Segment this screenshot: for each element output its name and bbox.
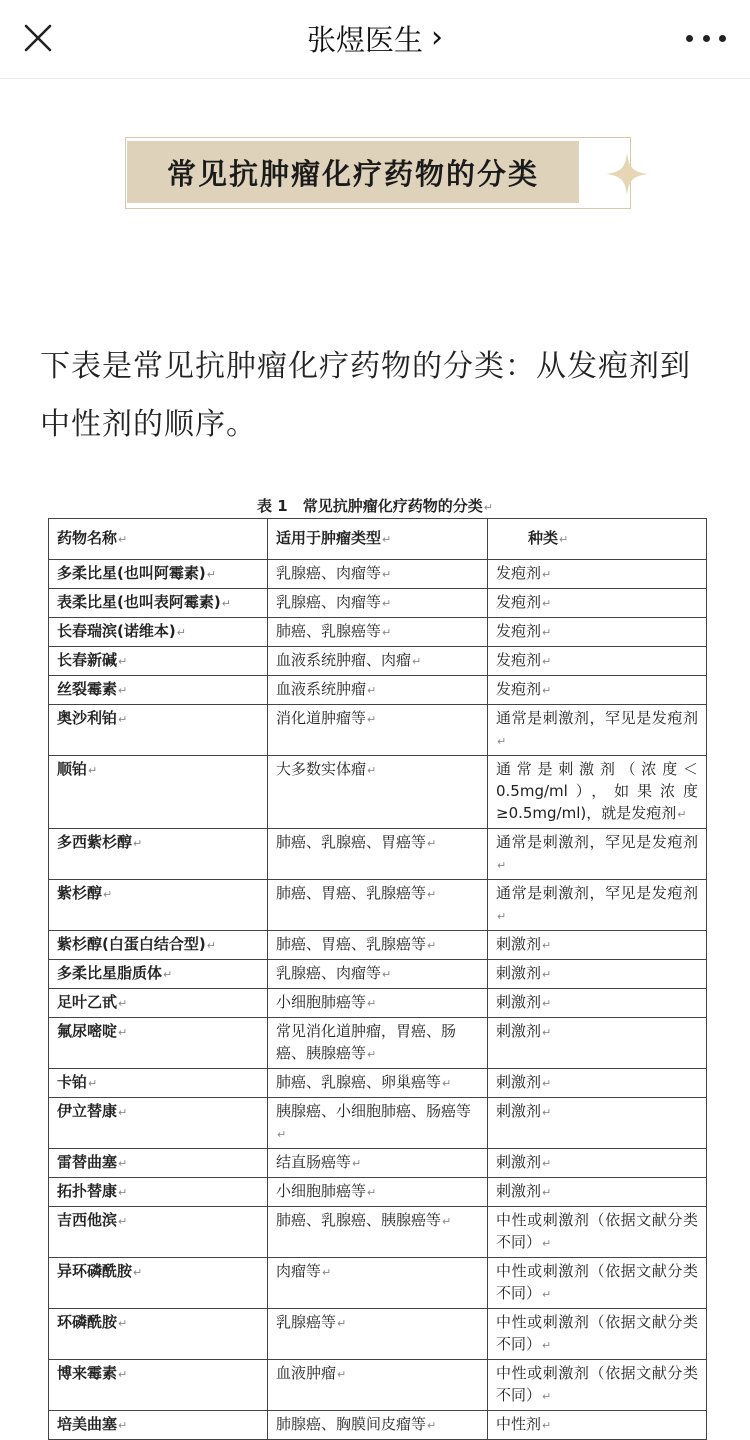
tumor-type-cell: 血液肿瘤↵ [268, 1360, 488, 1411]
drug-name-cell: 顺铂↵ [49, 756, 268, 829]
top-navigation-bar [0, 0, 750, 79]
drug-classification-table [48, 518, 707, 1440]
drug-name-cell: 培美曲塞↵ [49, 1411, 268, 1440]
drug-name-cell: 足叶乙甙↵ [49, 989, 268, 1018]
table-row [49, 647, 707, 676]
table-row [49, 618, 707, 647]
table-row [49, 931, 707, 960]
table-row [49, 1309, 707, 1360]
category-cell: 刺激剂↵ [488, 1018, 707, 1069]
table-row [49, 960, 707, 989]
drug-name-cell: 环磷酰胺↵ [49, 1309, 268, 1360]
category-cell: 中性或刺激剂（依据文献分类不同）↵ [488, 1309, 707, 1360]
header-tumor-type: 适用于肿瘤类型↵ [268, 519, 488, 560]
drug-name-cell: 紫杉醇↵ [49, 880, 268, 931]
drug-name-cell: 博来霉素↵ [49, 1360, 268, 1411]
category-cell: 中性或刺激剂（依据文献分类不同）↵ [488, 1207, 707, 1258]
article-heading: 常见抗肿瘤化疗药物的分类 [127, 141, 579, 203]
tumor-type-cell: 小细胞肺癌等↵ [268, 1178, 488, 1207]
drug-name-cell: 氟尿嘧啶↵ [49, 1018, 268, 1069]
header-drug-name: 药物名称↵ [49, 519, 268, 560]
tumor-type-cell: 血液系统肿瘤↵ [268, 676, 488, 705]
drug-name-cell: 拓扑替康↵ [49, 1178, 268, 1207]
tumor-type-cell: 肺癌、胃癌、乳腺癌等↵ [268, 880, 488, 931]
table-header-row [49, 519, 707, 560]
tumor-type-cell: 肺腺癌、胸膜间皮瘤等↵ [268, 1411, 488, 1440]
category-cell: 通常是刺激剂（浓度＜0.5mg/ml），如果浓度≥0.5mg/ml)，就是发疱剂↵ [488, 756, 707, 829]
table-row [49, 1098, 707, 1149]
drug-name-cell: 紫杉醇(白蛋白结合型)↵ [49, 931, 268, 960]
sparkle-icon [604, 151, 650, 197]
tumor-type-cell: 乳腺癌、肉瘤等↵ [268, 589, 488, 618]
table-row [49, 829, 707, 880]
tumor-type-cell: 肉瘤等↵ [268, 1258, 488, 1309]
drug-name-cell: 多柔比星(也叫阿霉素)↵ [49, 560, 268, 589]
more-options-icon[interactable] [686, 28, 726, 48]
category-cell: 刺激剂↵ [488, 931, 707, 960]
drug-name-cell: 伊立替康↵ [49, 1098, 268, 1149]
header-category: 种类↵ [488, 519, 707, 560]
drug-name-cell: 表柔比星(也叫表阿霉素)↵ [49, 589, 268, 618]
category-cell: 发疱剂↵ [488, 676, 707, 705]
drug-name-cell: 奥沙利铂↵ [49, 705, 268, 756]
category-cell: 中性剂↵ [488, 1411, 707, 1440]
tumor-type-cell: 乳腺癌、肉瘤等↵ [268, 960, 488, 989]
table-row [49, 1258, 707, 1309]
tumor-type-cell: 肺癌、乳腺癌等↵ [268, 618, 488, 647]
category-cell: 发疱剂↵ [488, 647, 707, 676]
table-row [49, 756, 707, 829]
drug-name-cell: 多柔比星脂质体↵ [49, 960, 268, 989]
tumor-type-cell: 肺癌、乳腺癌、胃癌等↵ [268, 829, 488, 880]
table-row [49, 676, 707, 705]
table-row [49, 1018, 707, 1069]
tumor-type-cell: 血液系统肿瘤、肉瘤↵ [268, 647, 488, 676]
category-cell: 通常是刺激剂，罕见是发疱剂↵ [488, 880, 707, 931]
table-row [49, 1149, 707, 1178]
tumor-type-cell: 肺癌、乳腺癌、胰腺癌等↵ [268, 1207, 488, 1258]
tumor-type-cell: 消化道肿瘤等↵ [268, 705, 488, 756]
category-cell: 通常是刺激剂，罕见是发疱剂↵ [488, 705, 707, 756]
table-row [49, 1207, 707, 1258]
tumor-type-cell: 乳腺癌等↵ [268, 1309, 488, 1360]
tumor-type-cell: 大多数实体瘤↵ [268, 756, 488, 829]
drug-name-cell: 多西紫杉醇↵ [49, 829, 268, 880]
category-cell: 刺激剂↵ [488, 1098, 707, 1149]
account-name: 张煜医生 [306, 22, 423, 57]
category-cell: 发疱剂↵ [488, 618, 707, 647]
drug-name-cell: 卡铂↵ [49, 1069, 268, 1098]
tumor-type-cell: 常见消化道肿瘤，胃癌、肠癌、胰腺癌等↵ [268, 1018, 488, 1069]
category-cell: 刺激剂↵ [488, 1178, 707, 1207]
table-row [49, 589, 707, 618]
category-cell: 通常是刺激剂，罕见是发疱剂↵ [488, 829, 707, 880]
chevron-right-icon: › [431, 20, 443, 55]
article-heading-banner [125, 137, 631, 209]
category-cell: 发疱剂↵ [488, 560, 707, 589]
table-row [49, 1069, 707, 1098]
table-row [49, 1360, 707, 1411]
intro-line-1: 下表是常见抗肿瘤化疗药物的分类：从发疱剂到 [40, 349, 691, 384]
category-cell: 刺激剂↵ [488, 989, 707, 1018]
drug-name-cell: 长春瑞滨(诺维本)↵ [49, 618, 268, 647]
tumor-type-cell: 肺癌、乳腺癌、卵巢癌等↵ [268, 1069, 488, 1098]
drug-name-cell: 吉西他滨↵ [49, 1207, 268, 1258]
drug-name-cell: 丝裂霉素↵ [49, 676, 268, 705]
intro-line-2: 中性剂的顺序。 [40, 407, 257, 442]
tumor-type-cell: 乳腺癌、肉瘤等↵ [268, 560, 488, 589]
table-row [49, 560, 707, 589]
category-cell: 刺激剂↵ [488, 1069, 707, 1098]
table-caption: 表 1 常见抗肿瘤化疗药物的分类↵ [257, 497, 493, 515]
table-row [49, 880, 707, 931]
table-body [49, 560, 707, 1440]
tumor-type-cell: 结直肠癌等↵ [268, 1149, 488, 1178]
category-cell: 刺激剂↵ [488, 1149, 707, 1178]
table-row [49, 705, 707, 756]
table-row [49, 1178, 707, 1207]
drug-classification-table-image [0, 485, 750, 1433]
tumor-type-cell: 胰腺癌、小细胞肺癌、肠癌等↵ [268, 1098, 488, 1149]
drug-name-cell: 长春新碱↵ [49, 647, 268, 676]
drug-name-cell: 雷替曲塞↵ [49, 1149, 268, 1178]
category-cell: 中性或刺激剂（依据文献分类不同）↵ [488, 1258, 707, 1309]
category-cell: 刺激剂↵ [488, 960, 707, 989]
tumor-type-cell: 肺癌、胃癌、乳腺癌等↵ [268, 931, 488, 960]
tumor-type-cell: 小细胞肺癌等↵ [268, 989, 488, 1018]
intro-paragraph [40, 338, 712, 454]
category-cell: 中性或刺激剂（依据文献分类不同）↵ [488, 1360, 707, 1411]
drug-name-cell: 异环磷酰胺↵ [49, 1258, 268, 1309]
category-cell: 发疱剂↵ [488, 589, 707, 618]
table-row [49, 989, 707, 1018]
account-title-link[interactable] [0, 18, 750, 58]
